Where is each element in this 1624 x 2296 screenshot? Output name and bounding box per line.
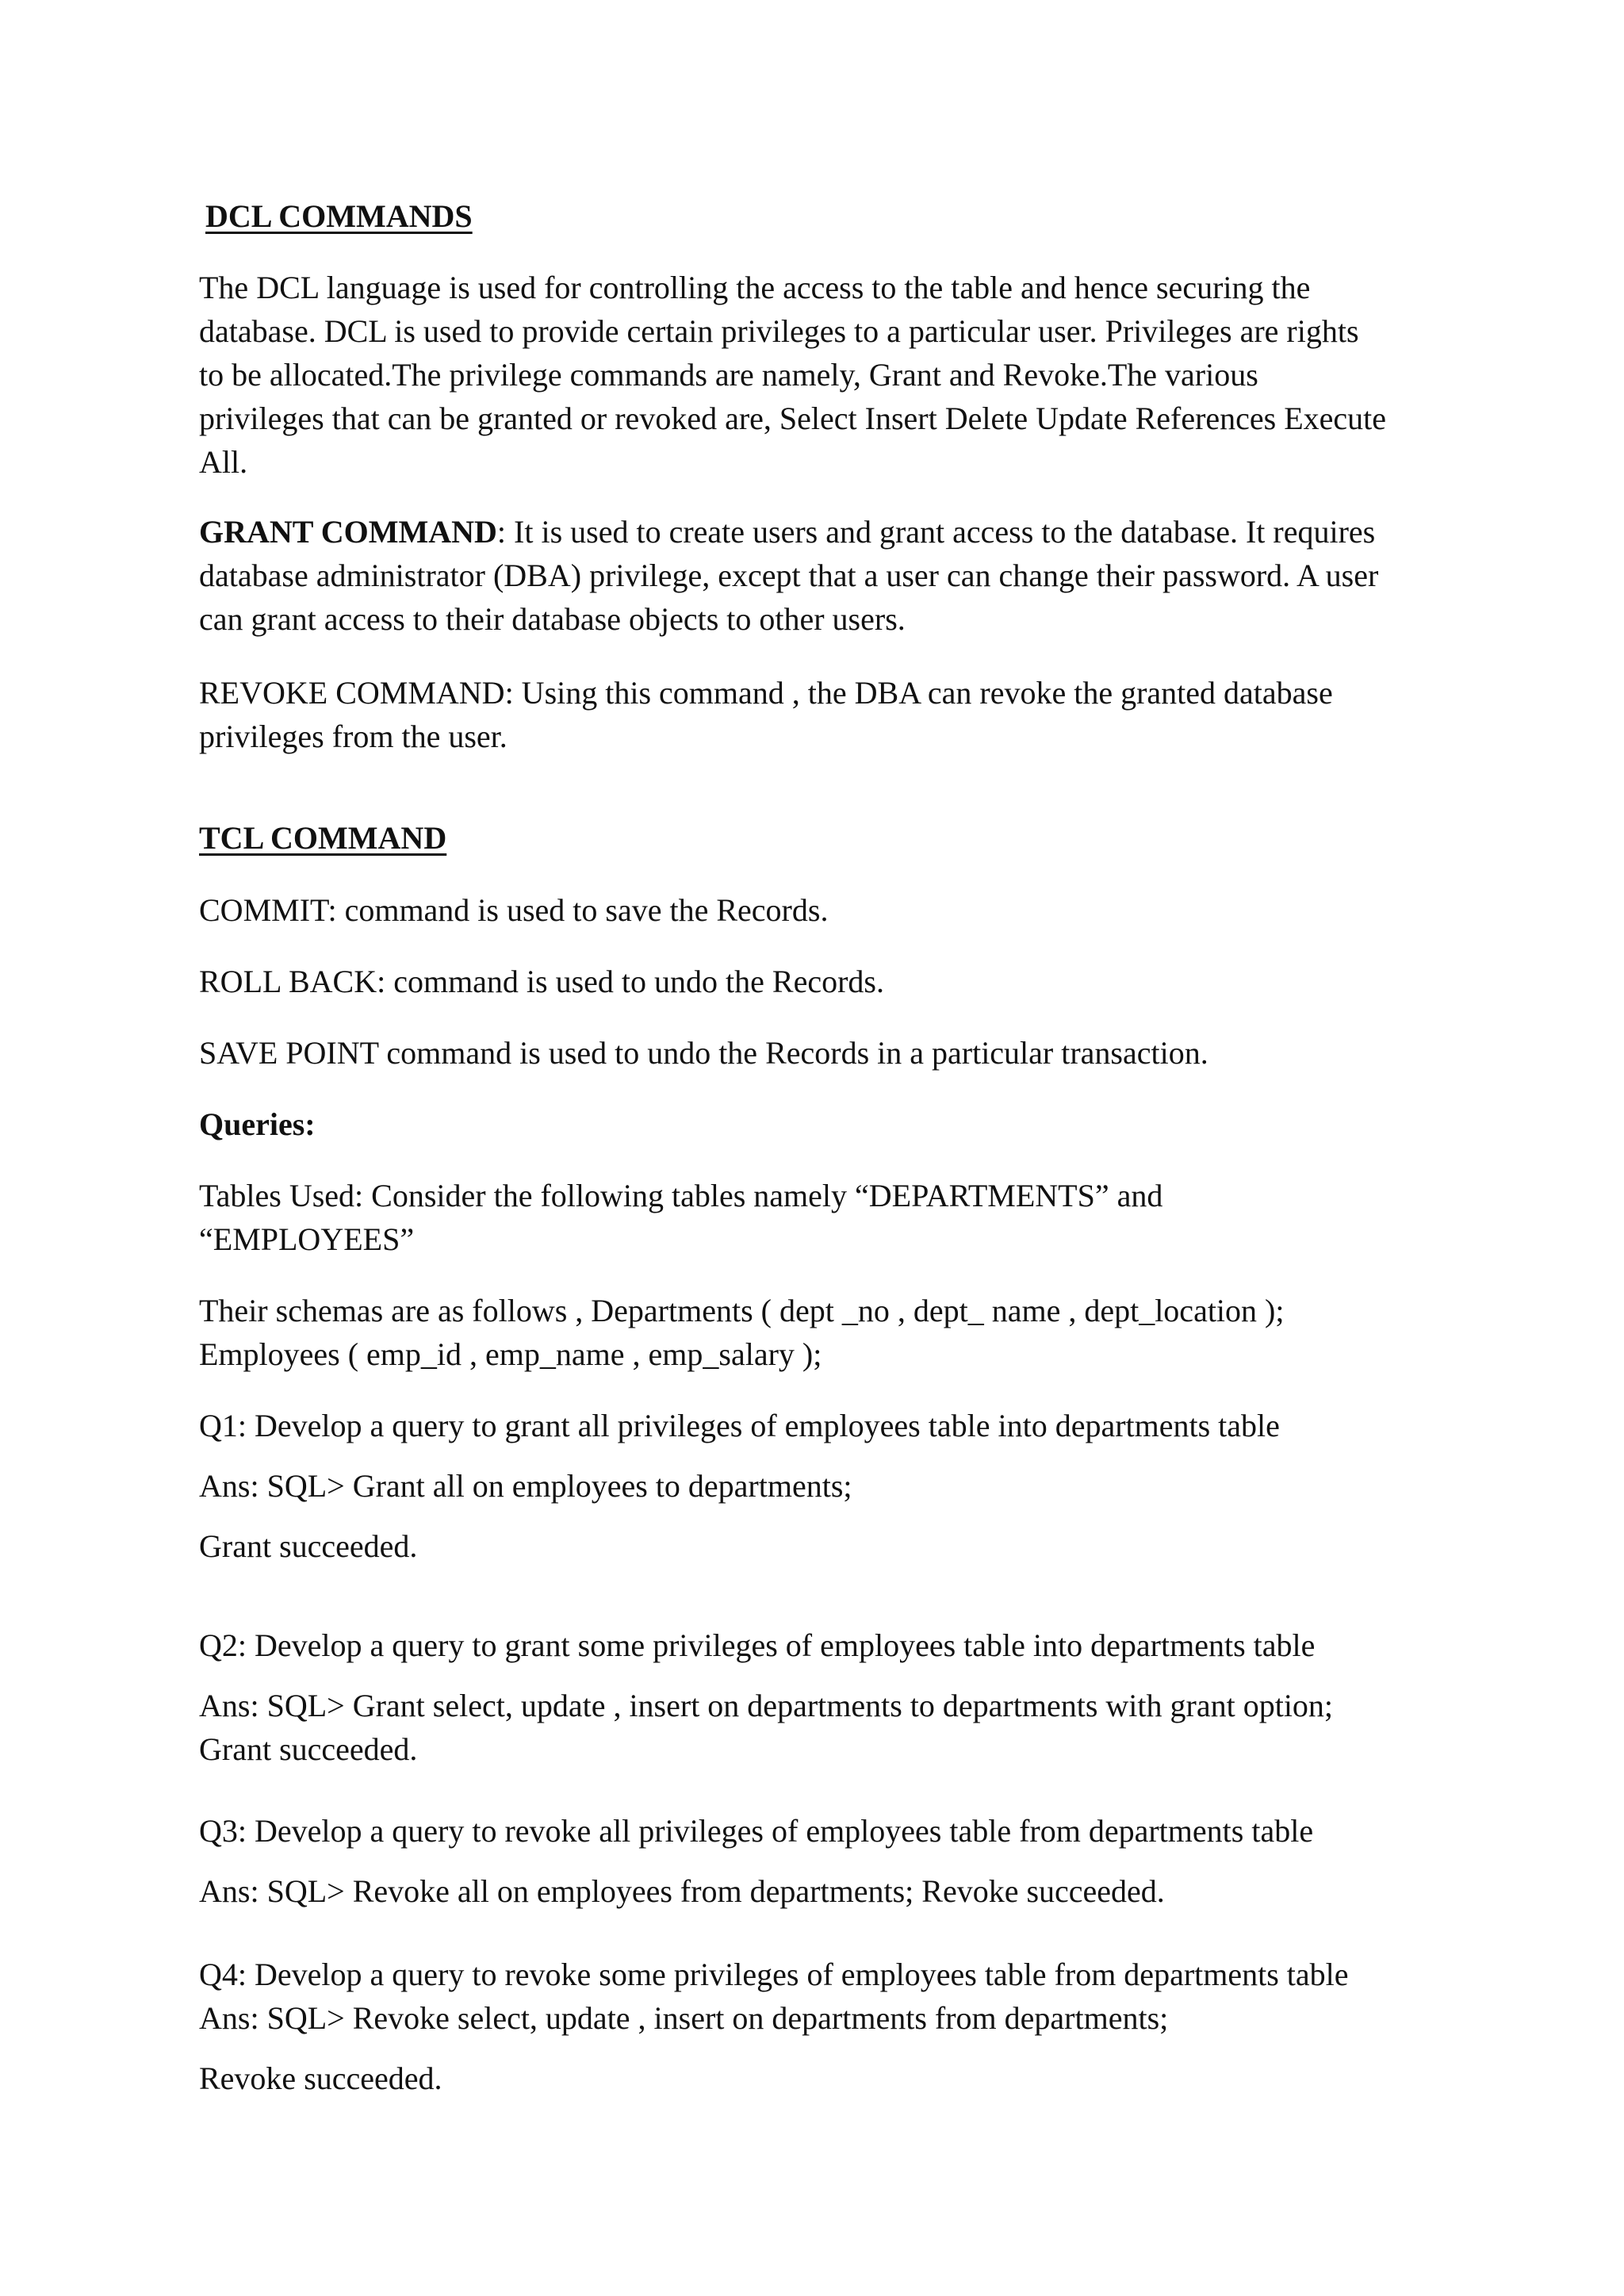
tcl-heading: TCL COMMAND	[199, 820, 447, 856]
grant-description-text: : It is used to create users and grant access to the database. It requires	[496, 514, 1376, 550]
tables-used-line: Tables Used: Consider the following tables namely “DEPARTMENTS” and	[199, 1178, 1163, 1213]
q2-result: Grant succeeded.	[199, 1731, 418, 1767]
dcl-intro-line: database. DCL is used to provide certain privileges to a particular user. Privileges are rights	[199, 313, 1359, 349]
schema-line: Their schemas are as follows , Departments ( dept _no , dept_ name , dept_location );	[199, 1293, 1285, 1328]
schemas-paragraph	[199, 1289, 1452, 1376]
q1-question: Q1: Develop a query to grant all privileges of employees table into departments table	[199, 1408, 1280, 1443]
tcl-rollback-text: ROLL BACK: command is used to undo the Records.	[199, 964, 884, 999]
revoke-command-paragraph	[199, 671, 1452, 758]
q4-block	[199, 1953, 1452, 2040]
dcl-intro-line: The DCL language is used for controlling the access to the table and hence securing the	[199, 270, 1311, 305]
q1-answer: Ans: SQL> Grant all on employees to departments;	[199, 1468, 852, 1504]
q3-answer: Ans: SQL> Revoke all on employees from departments; Revoke succeeded.	[199, 1873, 1165, 1909]
q4-question: Q4: Develop a query to revoke some privileges of employees table from departments table	[199, 1957, 1349, 1992]
dcl-intro-line: privileges that can be granted or revoked are, Select Insert Delete Update References Execute	[199, 401, 1387, 436]
q2-answer: Ans: SQL> Grant select, update , insert on departments to departments with grant option;	[199, 1688, 1334, 1723]
q2-question: Q2: Develop a query to grant some privileges of employees table into departments table	[199, 1627, 1316, 1663]
dcl-heading: DCL COMMANDS	[205, 198, 473, 234]
schema-line: Employees ( emp_id , emp_name , emp_salary );	[199, 1336, 822, 1372]
queries-heading: Queries:	[199, 1106, 316, 1142]
dcl-intro-paragraph	[199, 266, 1452, 484]
grant-line	[199, 510, 1452, 554]
q2-answer-block	[199, 1684, 1452, 1771]
tables-used-line: “EMPLOYEES”	[199, 1221, 415, 1257]
q4-result: Revoke succeeded.	[199, 2060, 442, 2096]
tcl-savepoint-text: SAVE POINT command is used to undo the Records in a particular transaction.	[199, 1035, 1208, 1071]
grant-command-paragraph	[199, 510, 1452, 641]
revoke-line: REVOKE COMMAND: Using this command , the DBA can revoke the granted database	[199, 675, 1333, 711]
q4-answer: Ans: SQL> Revoke select, update , insert on departments from departments;	[199, 2000, 1169, 2036]
grant-line: database administrator (DBA) privilege, except that a user can change their password. A user	[199, 558, 1379, 593]
revoke-line: privileges from the user.	[199, 719, 508, 754]
grant-command-term: GRANT COMMAND	[199, 514, 497, 550]
tables-used-paragraph	[199, 1174, 1452, 1261]
dcl-intro-line: All.	[199, 444, 248, 480]
grant-line: can grant access to their database objects to other users.	[199, 601, 906, 637]
q1-result: Grant succeeded.	[199, 1528, 418, 1564]
dcl-intro-line: to be allocated.The privilege commands are namely, Grant and Revoke.The various	[199, 357, 1258, 393]
q3-question: Q3: Develop a query to revoke all privileges of employees table from departments table	[199, 1813, 1314, 1849]
tcl-commit-text: COMMIT: command is used to save the Records.	[199, 892, 829, 928]
